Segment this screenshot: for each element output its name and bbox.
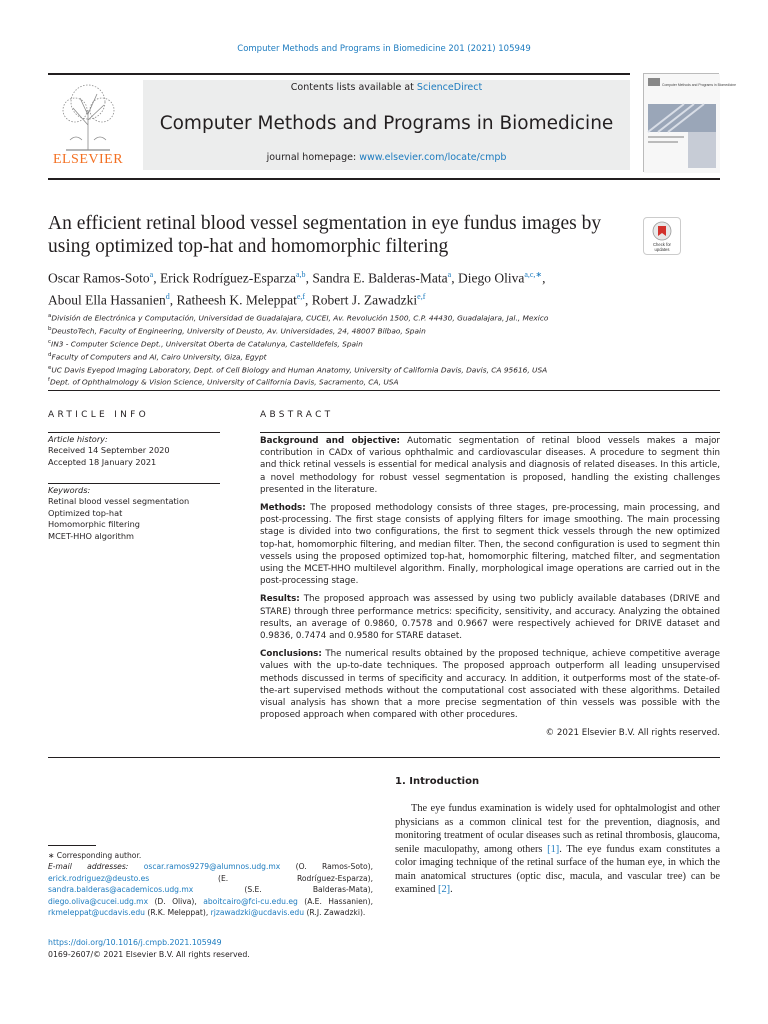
elsevier-logo: [48, 80, 128, 168]
crossmark-line1: Check for: [653, 242, 671, 247]
article-info-divider: [48, 432, 220, 433]
email-link[interactable]: diego.oliva@cucei.udg.mx: [48, 896, 149, 906]
author-name[interactable]: Diego Oliva: [457, 270, 525, 286]
author-name[interactable]: Oscar Ramos-Soto: [48, 270, 150, 286]
keywords-divider: [48, 483, 220, 484]
top-divider: [48, 73, 630, 75]
abstract-label: Conclusions:: [260, 649, 322, 660]
article-history: [48, 434, 220, 468]
affiliation-text: Dept. of Ophthalmology & Vision Science, University of California Davis, Sacramento, CA, USA: [49, 377, 399, 387]
affiliation-item: [48, 350, 720, 363]
citation-link[interactable]: [2]: [438, 884, 451, 895]
cover-title-text: Computer Methods and Programs in Biomedicine: [662, 83, 737, 87]
author-affiliation-marker[interactable]: e,f: [417, 291, 426, 301]
author-separator: ,: [542, 270, 546, 286]
intro-text-part: . The eye fundus exam constitutes a color imaging technique of the retinal surface of the human eye, in which the main anatomical structures (optic disc, macula, and vascular tree) can be examined: [395, 843, 720, 895]
intro-text-part: .: [450, 884, 453, 895]
elsevier-wordmark: ELSEVIER: [52, 152, 124, 167]
citation-link[interactable]: [1]: [547, 843, 560, 855]
keywords-label: Keywords:: [48, 485, 91, 495]
received-date: Received 14 September 2020: [48, 445, 170, 456]
doi-link[interactable]: https://doi.org/10.1016/j.cmpb.2021.105949: [48, 938, 222, 947]
abstract-label: Methods:: [260, 503, 306, 514]
contents-line: [143, 82, 630, 93]
authors-divider: [48, 390, 720, 391]
affiliation-key: e: [48, 364, 52, 371]
email-link[interactable]: aboitcairo@fci-cu.edu.eg: [203, 896, 298, 906]
crossmark-icon: [644, 218, 680, 254]
corresponding-author-footnote: [48, 850, 373, 918]
affiliation-item: [48, 363, 720, 376]
author-name[interactable]: Sandra E. Balderas-Mata: [312, 270, 448, 286]
introduction-paragraph: [395, 802, 720, 897]
author-name[interactable]: Ratheesh K. Meleppat: [176, 292, 297, 307]
keyword-item: Optimized top-hat: [48, 507, 123, 518]
abstract-bottom-divider: [48, 757, 720, 758]
author-separator: ,: [169, 292, 177, 307]
author-separator: ,: [153, 270, 160, 286]
email-link[interactable]: sandra.balderas@academicos.udg.mx: [48, 885, 194, 895]
sciencedirect-link[interactable]: ScienceDirect: [416, 82, 483, 93]
affiliation-text: Faculty of Computers and AI, Cairo University, Giza, Egypt: [51, 352, 267, 362]
affiliation-text: UC Davis Eyepod Imaging Laboratory, Dept. of Cell Biology and Human Anatomy, University of California Davis, Davis, CA 95616, USA: [51, 364, 548, 374]
email-link[interactable]: erick.rodriguez@deusto.es: [48, 873, 150, 883]
email-owner: (A.E. Hassanien),: [297, 896, 373, 906]
history-label: Article history:: [48, 434, 108, 444]
author-affiliation-marker[interactable]: d: [165, 291, 170, 301]
journal-title: Computer Methods and Programs in Biomedicine: [159, 113, 614, 134]
abstract-label: Background and objective:: [260, 436, 400, 446]
email-list: [48, 861, 373, 918]
author-separator: ,: [305, 270, 313, 286]
affiliation-key: f: [48, 377, 50, 384]
homepage-prefix: journal homepage:: [266, 152, 360, 163]
author-name[interactable]: Aboul Ella Hassanien: [48, 292, 166, 307]
issn-copyright: 0169-2607/© 2021 Elsevier B.V. All rights reserved.: [48, 950, 250, 959]
abstract-text: The proposed approach was assessed by using two publicly available databases (DRIVE and STARE) through three performance metrics: specificity, sensitivity, and accuracy. Analyzing the obtained results, an average of 0.9860, 0.7578 and 0.9667 were respectively achieved for DRIVE dataset and 0.9836, 0.7474 and 0.9580 for STARE dataset.: [260, 594, 720, 642]
author-affiliation-marker[interactable]: a,b: [296, 270, 306, 279]
keyword-item: MCET-HHO algorithm: [48, 530, 135, 541]
intro-text-part: The eye fundus examination is widely used for ophtalmologist and other physicians as a common clinical test for the prevention, diagnosis, and monitoring treatment of ocular diseases such as retinal thrombosis, glaucoma, senile maculopathy, among others: [395, 803, 720, 855]
email-owner: (S.E. Balderas-Mata),: [193, 885, 373, 895]
abstract-results: [260, 593, 720, 642]
affiliation-list: [48, 311, 720, 388]
author-affiliation-marker[interactable]: a,c,∗: [524, 270, 543, 279]
affiliation-item: [48, 311, 720, 324]
journal-banner: [143, 80, 630, 170]
email-label: E-mail addresses:: [48, 862, 144, 872]
abstract-methods: [260, 502, 720, 587]
affiliation-text: IN3 - Computer Science Dept., Universitat Oberta de Catalunya, Castelldefels, Spain: [51, 339, 363, 349]
affiliation-key: c: [48, 338, 52, 345]
accepted-date: Accepted 18 January 2021: [48, 456, 157, 467]
author-list: [48, 266, 720, 309]
author-affiliation-marker[interactable]: e,f: [296, 291, 306, 301]
article-title: An efficient retinal blood vessel segmentation in eye fundus images by using optimized top-hat and homomorphic filtering: [48, 213, 602, 257]
email-owner: (O. Ramos-Soto),: [280, 862, 374, 872]
crossmark-line2: updates: [654, 247, 670, 252]
email-owner: (E. Rodríguez-Esparza),: [149, 873, 373, 883]
article-info-heading: ARTICLE INFO: [48, 410, 150, 420]
abstract-text: The proposed methodology consists of three stages, pre-processing, main processing, and post-processing. The first stage consists of applying filters for image smoothing. The main processing stage is divided into two configurations, the first to segment thick vessels through the new optimized top-hat, homomorphic filtering, and median filter. Then, the second configuration is used to segment thin vessels using the proposed optimized top-hat, homomorphic filtering, matched filter, and segmentation using the MCET-HHO multilevel algorithm. Finally, morphological image operations are carried out in the post-processing stage.: [260, 503, 720, 587]
corresponding-author-note: ∗ Corresponding author.: [48, 851, 142, 860]
author-name[interactable]: Robert J. Zawadzki: [311, 292, 418, 307]
affiliation-key: d: [48, 351, 52, 358]
abstract-text: The numerical results obtained by the proposed technique, achieve competitive average values with the up-to-date techniques. The proposed approach outperform all leading unsupervised methods discussed in terms of specificity and accuracy. In addition, it outperforms most of the state-of-the-art supervised methods without the computational cost associated with these algorithms. Detailed visual analysis has shown that a more precise segmentation of thin vessels was possible with the proposed approach when compared with other procedures.: [260, 649, 720, 721]
email-owner: (R.J. Zawadzki).: [304, 908, 366, 918]
abstract-label: Results:: [260, 594, 300, 605]
check-for-updates-button[interactable]: [643, 217, 681, 255]
email-link[interactable]: rkmeleppat@ucdavis.edu: [48, 908, 145, 918]
author-name[interactable]: Erick Rodríguez-Esparza: [159, 270, 296, 286]
journal-homepage-link[interactable]: www.elsevier.com/locate/cmpb: [359, 152, 507, 163]
contents-prefix: Contents lists available at: [290, 82, 417, 93]
introduction-heading: 1. Introduction: [395, 776, 480, 787]
abstract-copyright: © 2021 Elsevier B.V. All rights reserved.: [545, 728, 720, 739]
author-affiliation-marker[interactable]: a: [149, 270, 154, 279]
email-owner: (D. Oliva),: [148, 896, 204, 906]
abstract-divider: [260, 432, 720, 433]
affiliation-key: b: [48, 325, 52, 332]
author-affiliation-marker[interactable]: a: [447, 270, 452, 279]
affiliation-item: [48, 375, 720, 388]
abstract-body: [260, 435, 720, 740]
keyword-item: Retinal blood vessel segmentation: [48, 496, 190, 507]
author-separator: ,: [451, 270, 458, 286]
keywords-block: [48, 485, 220, 542]
affiliation-key: a: [48, 313, 52, 319]
affiliation-item: [48, 337, 720, 350]
affiliation-text: División de Electrónica y Computación, Universidad de Guadalajara, CUCEI, Av. Revolución 1500, C.P. 44430, Guadalajara, Jal., Mexico: [51, 313, 549, 323]
journal-reference-link[interactable]: Computer Methods and Programs in Biomedicine 201 (2021) 105949: [237, 44, 531, 54]
abstract-background: [260, 435, 720, 496]
author-separator: ,: [305, 292, 312, 307]
homepage-line: [143, 152, 630, 163]
email-link[interactable]: oscar.ramos9279@alumnos.udg.mx: [143, 862, 281, 872]
header-divider: [48, 178, 720, 180]
affiliation-item: [48, 324, 720, 337]
keyword-item: Homomorphic filtering: [48, 519, 140, 530]
journal-cover-image: [643, 73, 737, 172]
abstract-text: Automatic segmentation of retinal blood vessels makes a major contribution in CADx of various ophthalmic and cardiovascular diseases. A procedure to segment thin and thick retinal vessels is essential for medical analysis and diagnosis of related diseases. In this article, a novel methodology for robust vessel segmentation is proposed, handling the existing challenges presented in the literature.: [260, 436, 721, 495]
affiliation-text: DeustoTech, Faculty of Engineering, University of Deusto, Av. Universidades, 24, 48007 Bilbao, Spain: [51, 326, 426, 336]
email-link[interactable]: rjzawadzki@ucdavis.edu: [210, 908, 305, 918]
email-owner: (R.K. Meleppat),: [144, 908, 211, 918]
tree-logo-icon: [48, 80, 128, 152]
abstract-conclusions: [260, 648, 720, 721]
footnote-divider: [48, 845, 96, 846]
abstract-heading: ABSTRACT: [260, 410, 334, 420]
